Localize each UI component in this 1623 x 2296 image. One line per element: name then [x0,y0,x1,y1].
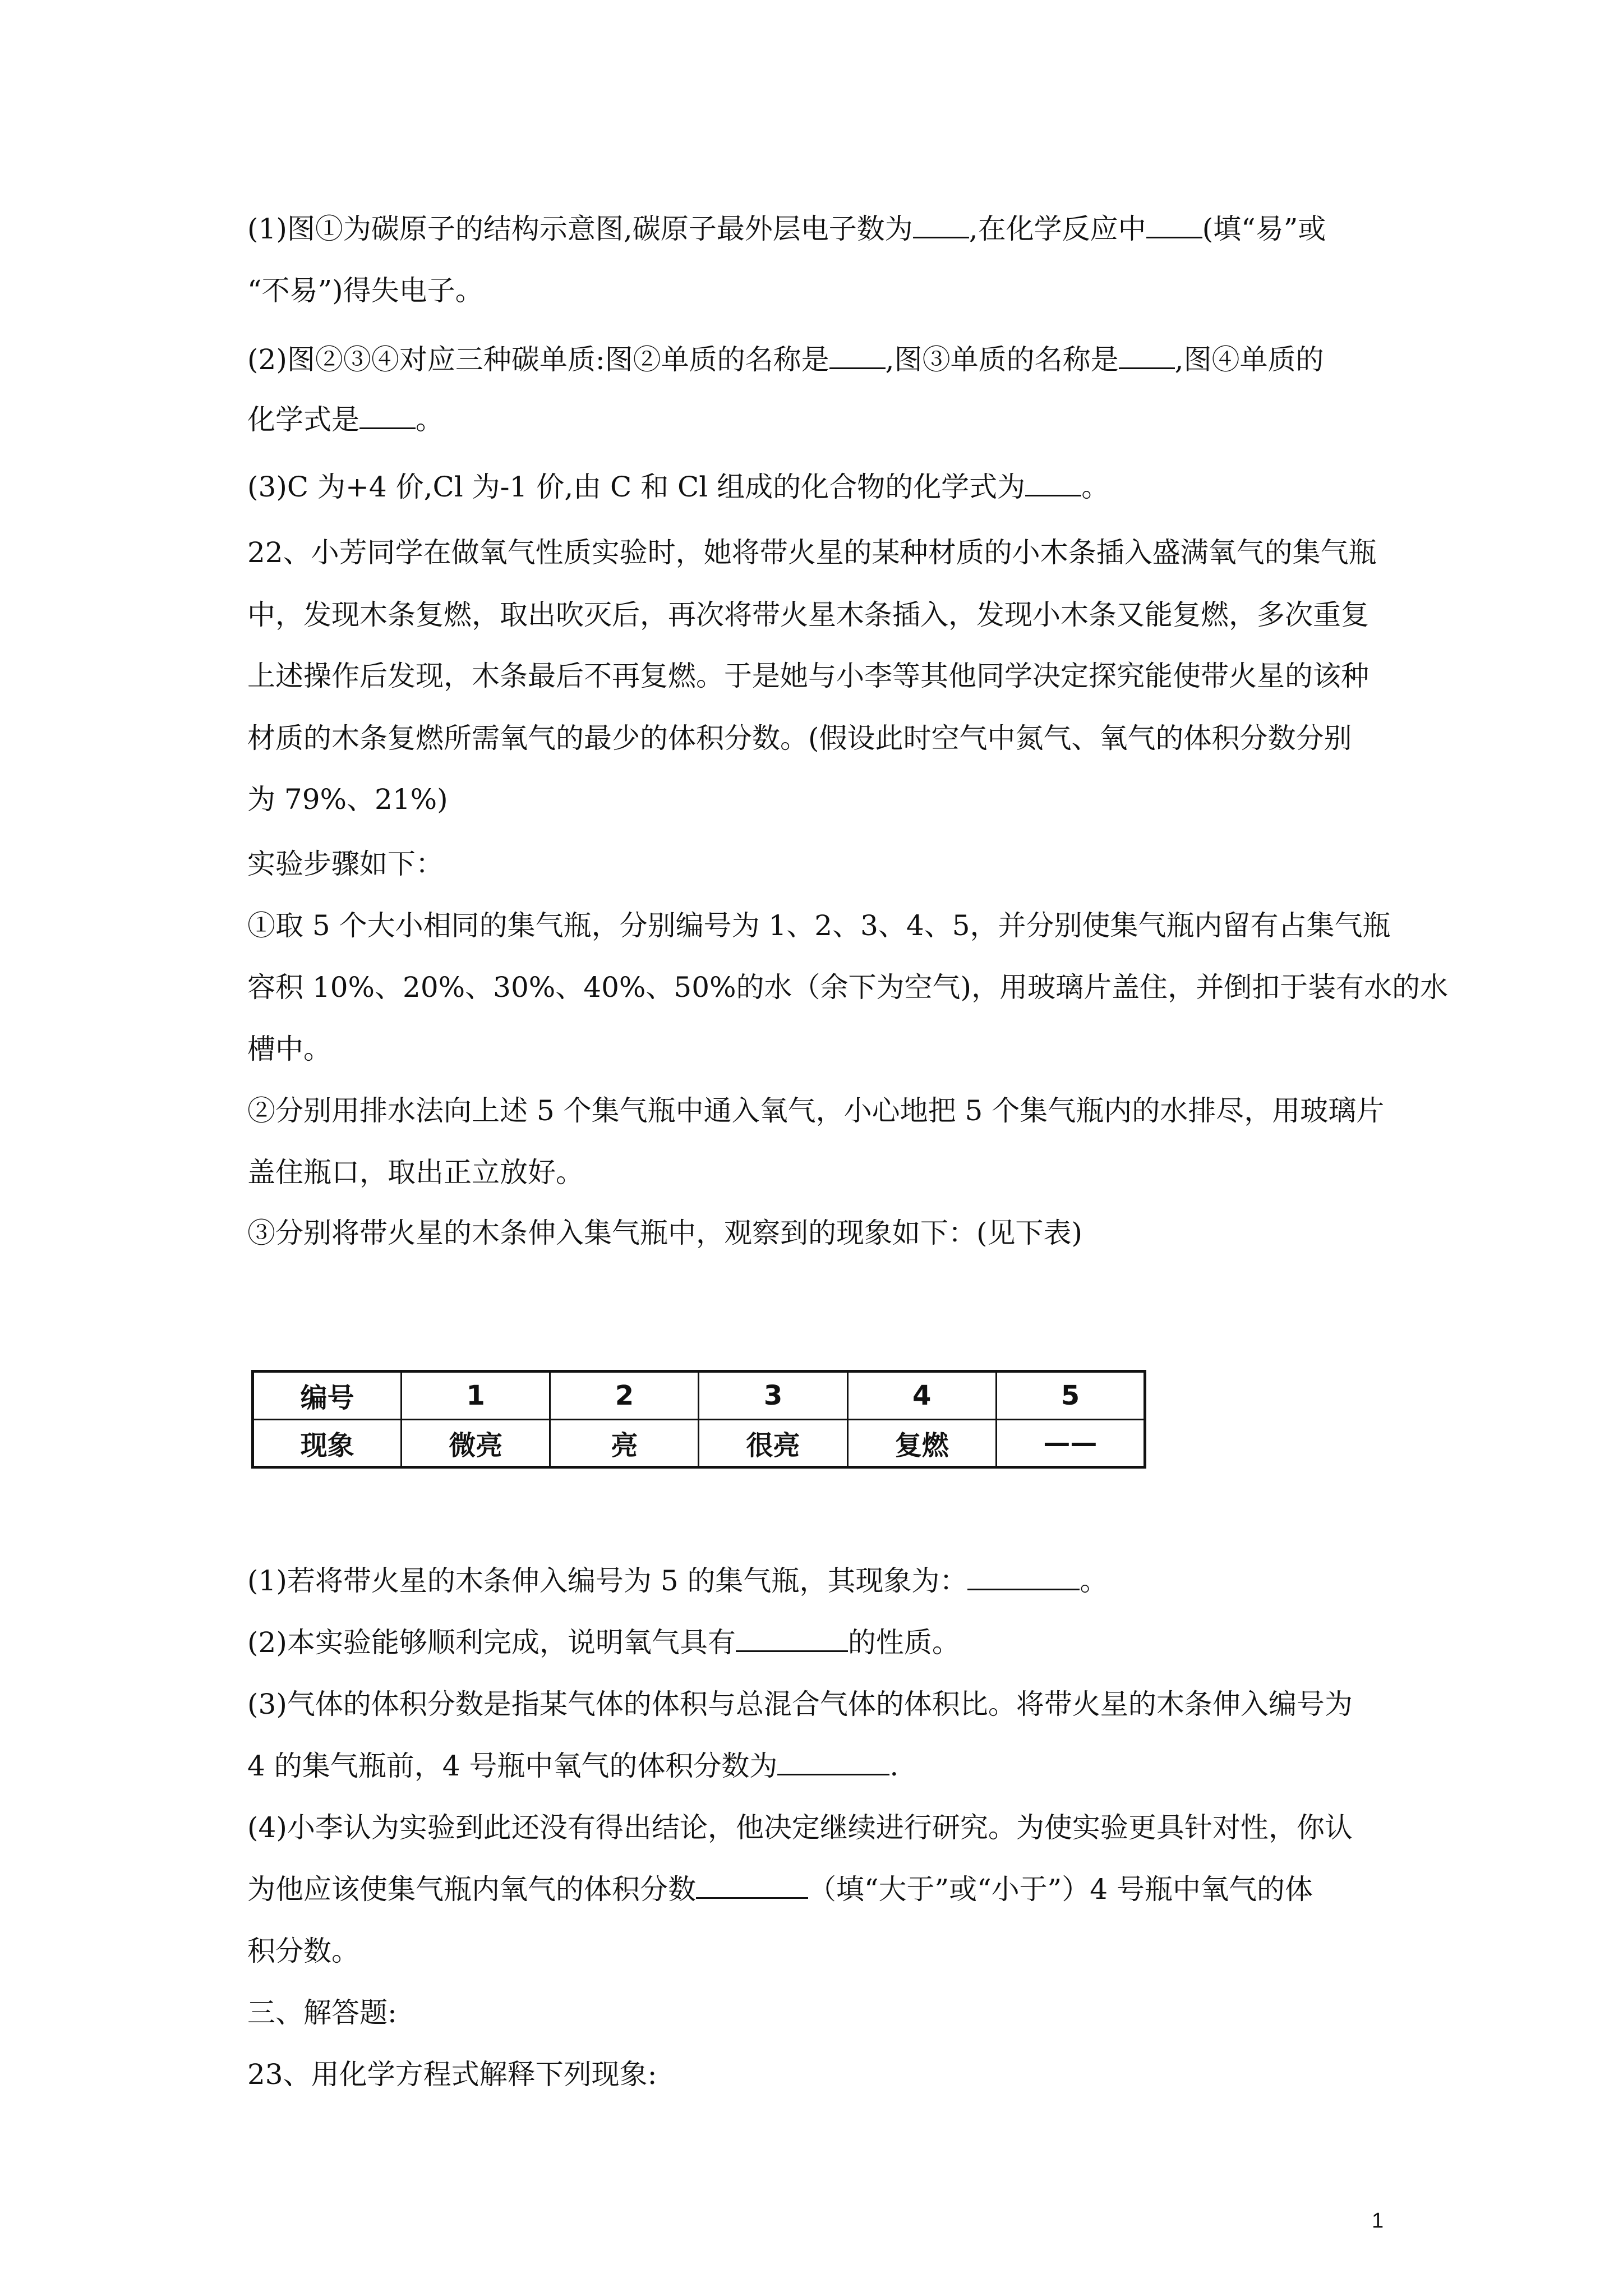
q21-part1-text-a: (1)图①为碳原子的结构示意图,碳原子最外层电子数为 [247,213,913,245]
table-cell: 1 [402,1372,550,1420]
table-cell: 3 [699,1372,847,1420]
q21-part3-text-a: (3)C 为+4 价,Cl 为-1 价,由 C 和 Cl 组成的化合物的化学式为 [247,471,1026,503]
table-cell: 5 [996,1372,1145,1420]
q21-part2-line1 [247,343,1324,376]
q23-heading: 23、用化学方程式解释下列现象: [247,2058,657,2091]
answer-blank[interactable] [1025,470,1081,496]
answer-blank[interactable] [736,1626,848,1652]
q22-answer4-text-c: （填“大于”或“小于”）4 号瓶中氧气的体 [808,1873,1313,1906]
q22-answer1 [247,1564,1108,1598]
q21-part2-text-b: ,图③单质的名称是 [885,343,1119,376]
q22-answer4-line1: (4)小李认为实验到此还没有得出结论，他决定继续进行研究。为使实验更具针对性，你认 [247,1811,1353,1844]
q21-part2-text-e: 。 [416,403,444,436]
q21-part1-line1 [247,212,1326,246]
q21-part1-text-b: ,在化学反应中 [969,213,1146,245]
q21-part2-text-d: 化学式是 [247,403,359,436]
table-cell: —— [996,1419,1145,1467]
table-row [253,1372,1145,1420]
q22-answer2-text-a: (2)本实验能够顺利完成，说明氧气具有 [247,1626,736,1659]
q22-answer2 [247,1626,960,1659]
table-cell: 4 [847,1372,996,1420]
answer-blank[interactable] [696,1872,808,1899]
q22-intro-line: 中，发现木条复燃，取出吹灭后，再次将带火星木条插入，发现小木条又能复燃，多次重复 [247,599,1369,631]
table-cell: 很亮 [699,1419,847,1467]
table-cell: 亮 [550,1419,699,1467]
table-cell: 复燃 [847,1419,996,1467]
table-cell: 现象 [253,1419,402,1467]
answer-blank[interactable] [1119,343,1175,369]
q22-intro-line: 22、小芳同学在做氧气性质实验时，她将带火星的某种材质的小木条插入盛满氧气的集气瓶 [247,536,1377,569]
q22-intro-line: 材质的木条复燃所需氧气的最少的体积分数。(假设此时空气中氮气、氧气的体积分数分别 [247,722,1352,754]
q21-part1-text-d: “不易”)得失电子。 [247,274,483,307]
step1-line: ①取 5 个大小相同的集气瓶，分别编号为 1、2、3、4、5，并分别使集气瓶内留有占集气瓶 [247,909,1391,942]
page-number: 1 [1372,2209,1384,2233]
observation-table [251,1370,1146,1469]
q21-part2-text-c: ,图④单质的 [1174,343,1324,376]
q21-part3-line [247,470,1109,504]
table-cell: 2 [550,1372,699,1420]
q22-answer4-line2 [247,1872,1313,1906]
q22-intro-line: 上述操作后发现，木条最后不再复燃。于是她与小李等其他同学决定探究能使带火星的该种 [247,660,1369,692]
q21-part3-text-b: 。 [1081,471,1110,503]
q22-answer1-text-b: 。 [1080,1565,1108,1597]
q22-answer1-text-a: (1)若将带火星的木条伸入编号为 5 的集气瓶，其现象为： [247,1565,968,1597]
step2-line: ②分别用排水法向上述 5 个集气瓶中通入氧气，小心地把 5 个集气瓶内的水排尽，用玻璃片 [247,1094,1385,1127]
step3-line: ③分别将带火星的木条伸入集气瓶中，观察到的现象如下：(见下表) [247,1217,1083,1249]
q22-answer3-text-b: 4 的集气瓶前，4 号瓶中氧气的体积分数为 [247,1750,778,1782]
answer-blank[interactable] [829,343,886,369]
q22-answer3-text-c: . [889,1750,899,1782]
q21-part1-text-c: (填“易”或 [1202,213,1326,245]
q22-answer4-text-b: 为他应该使集气瓶内氧气的体积分数 [247,1873,696,1906]
answer-blank[interactable] [913,212,969,238]
answer-blank[interactable] [777,1749,889,1775]
q22-answer3-line1: (3)气体的体积分数是指某气体的体积与总混合气体的体积比。将带火星的木条伸入编号为 [247,1688,1353,1720]
table-cell: 编号 [253,1372,402,1420]
q22-answer3-line2 [247,1749,898,1783]
q22-intro-line: 为 79%、21%) [247,783,448,816]
section-heading: 三、解答题: [247,1996,397,2029]
answer-blank[interactable] [967,1564,1080,1590]
step2-line: 盖住瓶口，取出正立放好。 [247,1156,584,1189]
table-row [253,1419,1145,1467]
table-cell: 微亮 [402,1419,550,1467]
q22-answer4-line3: 积分数。 [247,1935,359,1967]
step1-line: 容积 10%、20%、30%、40%、50%的水（余下为空气)，用玻璃片盖住，并倒扣于装有水的水 [247,971,1449,1004]
step1-line: 槽中。 [247,1033,331,1065]
q21-part2-line2 [247,403,444,436]
q21-part2-text-a: (2)图②③④对应三种碳单质:图②单质的名称是 [247,343,829,376]
answer-blank[interactable] [1146,212,1202,238]
steps-title: 实验步骤如下： [247,848,444,880]
q21-part1-line2 [247,274,483,307]
answer-blank[interactable] [359,403,416,429]
q22-answer2-text-b: 的性质。 [847,1626,960,1659]
